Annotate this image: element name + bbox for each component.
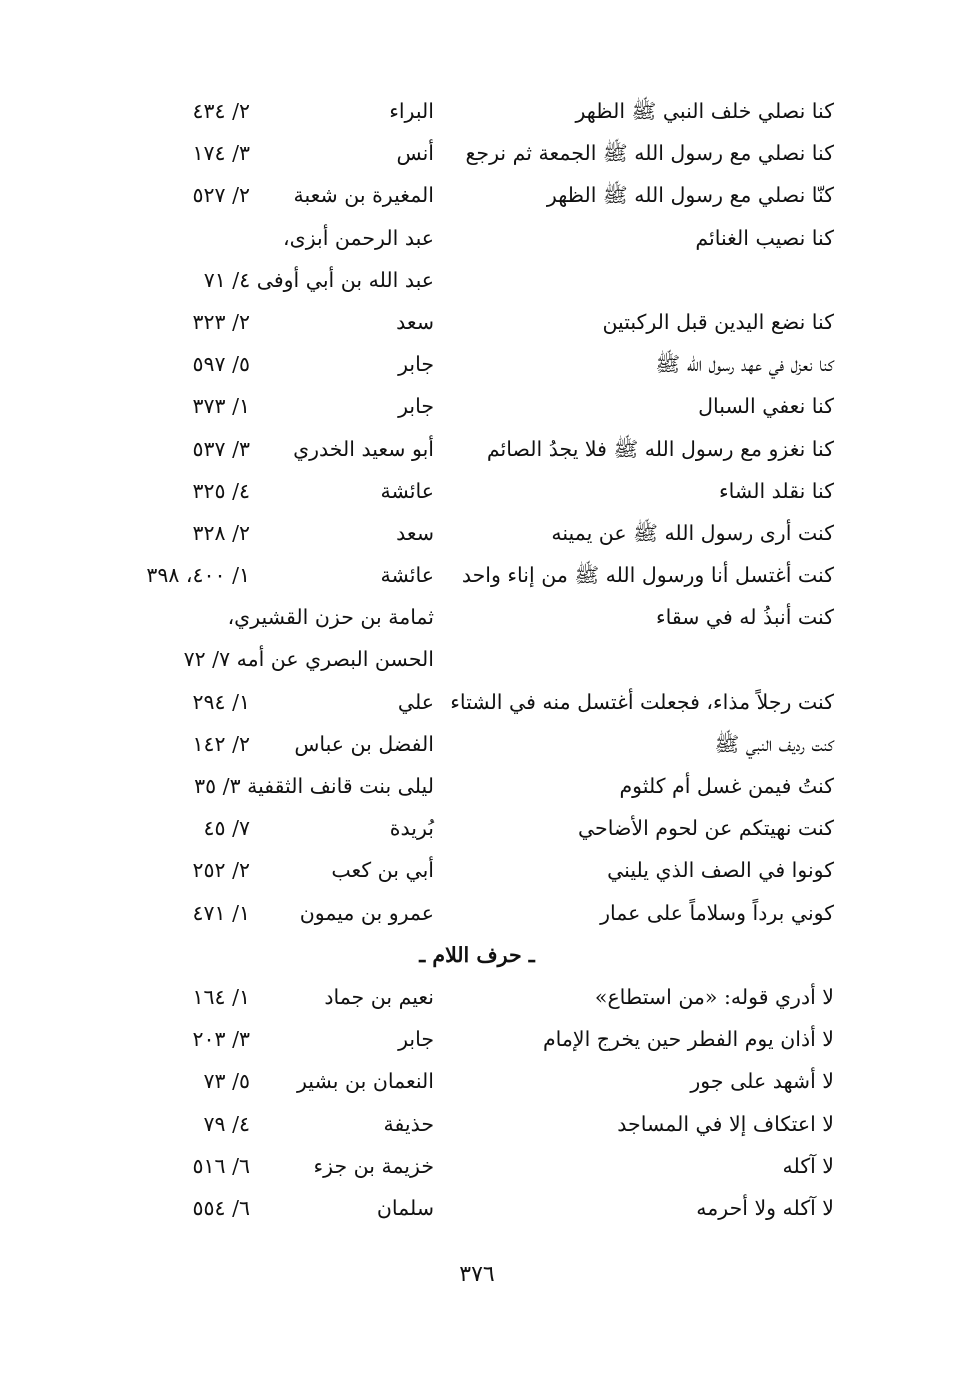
index-entry bbox=[0, 596, 954, 638]
volume-page-reference: ٦/ ٥٥٤ bbox=[192, 1195, 250, 1220]
index-entry bbox=[0, 765, 954, 807]
narrator-name: بُريدة bbox=[389, 816, 434, 841]
hadith-text: كنا نغزو مع رسول الله ﷺ فلا يجدُ الصائم bbox=[486, 436, 834, 461]
index-entry bbox=[0, 132, 954, 174]
volume-page-reference: ٢/ ٥٢٧ bbox=[192, 183, 250, 208]
hadith-text: كنت أغتسل أنا ورسول الله ﷺ من إناء واحد bbox=[461, 563, 834, 588]
index-entry bbox=[0, 90, 954, 132]
page-number: ٣٧٦ bbox=[459, 1262, 495, 1287]
hadith-text: كنا نعفي السبال bbox=[698, 394, 834, 419]
index-entry bbox=[0, 723, 954, 765]
hadith-text: كنا نصلي خلف النبي ﷺ الظهر bbox=[575, 99, 834, 123]
index-entry bbox=[0, 1018, 954, 1060]
hadith-text: لا أذان يوم الفطر حين يخرج الإمام bbox=[542, 1027, 834, 1052]
narrator-name: ليلى بنت قانف الثقفية ٣/ ٣٥ bbox=[194, 774, 434, 798]
index-entry bbox=[0, 976, 954, 1018]
hadith-text: كنا نعزل في عهد رسول الله ﷺ bbox=[655, 352, 834, 377]
hadith-text: كنّا نصلي مع رسول الله ﷺ الظهر bbox=[546, 183, 834, 208]
volume-page-reference: ٢/ ١٤٢ bbox=[192, 731, 250, 756]
narrator-name: سعد bbox=[396, 520, 434, 545]
volume-page-reference: ٢/ ٤٣٤ bbox=[192, 99, 250, 123]
narrator-name: الفضل بن عباس bbox=[294, 731, 434, 756]
volume-page-reference: ٣/ ٢٠٣ bbox=[192, 1027, 250, 1052]
index-entry bbox=[0, 638, 954, 680]
index-entry bbox=[0, 681, 954, 723]
hadith-text: كنت رديف النبي ﷺ bbox=[714, 731, 834, 756]
volume-page-reference: ٣/ ١٧٤ bbox=[192, 141, 250, 166]
hadith-text: كنا نصلي مع رسول الله ﷺ الجمعة ثم نرجع bbox=[465, 141, 834, 166]
index-entry bbox=[0, 849, 954, 891]
index-entry bbox=[0, 301, 954, 343]
index-entry bbox=[0, 217, 954, 259]
index-entry bbox=[0, 259, 954, 301]
volume-page-reference: ١/ ١٦٤ bbox=[192, 984, 250, 1009]
volume-page-reference: ٢/ ٢٥٢ bbox=[192, 858, 250, 883]
narrator-name: عائشة bbox=[380, 563, 434, 588]
hadith-text: كنت نهيتكم عن لحوم الأضاحي bbox=[577, 816, 834, 841]
section-heading: ـ حرف اللام ـ bbox=[419, 942, 535, 967]
narrator-name: حذيفة bbox=[383, 1111, 434, 1136]
volume-page-reference: ٣/ ٥٣٧ bbox=[192, 436, 250, 461]
hadith-text: كنا نصيب الغنائم bbox=[695, 225, 834, 250]
narrator-name: سلمان bbox=[376, 1195, 434, 1220]
index-entry bbox=[0, 470, 954, 512]
narrator-name: المغيرة بن شعبة bbox=[293, 183, 434, 208]
hadith-text: كوني برداً وسلاماً على عمار bbox=[600, 900, 834, 925]
narrator-name: جابر bbox=[398, 352, 434, 377]
narrator-name: عبد الرحمن أبزى، bbox=[283, 225, 434, 250]
narrator-name: أبي بن كعب bbox=[331, 858, 434, 883]
narrator-name: علي bbox=[397, 689, 434, 714]
narrator-name: عمرو بن ميمون bbox=[299, 900, 434, 925]
narrator-name: نعيم بن جماد bbox=[324, 984, 434, 1009]
index-entry bbox=[0, 554, 954, 596]
narrator-name: جابر bbox=[398, 394, 434, 419]
hadith-text: لا أدري قوله: «من استطاع» bbox=[594, 984, 834, 1009]
narrator-name: ثمامة بن حزن القشيري، bbox=[227, 605, 434, 630]
volume-page-reference: ١/ ٤٠٠، ٣٩٨ bbox=[146, 563, 250, 588]
volume-page-reference: ٢/ ٣٢٣ bbox=[192, 309, 250, 334]
narrator-name: النعمان بن بشير bbox=[296, 1069, 434, 1094]
volume-page-reference: ٢/ ٣٢٨ bbox=[192, 520, 250, 545]
hadith-text: لا أشهد على جور bbox=[690, 1069, 834, 1094]
index-entry bbox=[0, 1103, 954, 1145]
index-entry bbox=[0, 1187, 954, 1229]
volume-page-reference: ٤/ ٣٢٥ bbox=[192, 478, 250, 503]
hadith-text: كنا نقلد الشاء bbox=[719, 478, 834, 503]
hadith-text: كنا نضع اليدين قبل الركبتين bbox=[602, 309, 834, 334]
narrator-name: البراء bbox=[389, 99, 434, 123]
index-entry bbox=[0, 174, 954, 216]
hadith-text: كونوا في الصف الذي يليني bbox=[607, 858, 834, 883]
hadith-text: كنتُ فيمن غسل أم كلثوم bbox=[619, 774, 834, 798]
hadith-text: كنت رجلاً مذاء، فجعلت أغتسل منه في الشتاء bbox=[450, 689, 834, 714]
narrator-name: عبد الله بن أبي أوفى ٤/ ٧١ bbox=[203, 267, 434, 292]
volume-page-reference: ٤/ ٧٩ bbox=[203, 1111, 250, 1136]
section-heading-row bbox=[0, 934, 954, 976]
narrator-name: الحسن البصري عن أمه ٧/ ٧٢ bbox=[183, 647, 434, 672]
index-entry bbox=[0, 343, 954, 385]
index-entry bbox=[0, 1060, 954, 1102]
narrator-name: أنس bbox=[396, 141, 434, 166]
index-entry bbox=[0, 1145, 954, 1187]
index-entry bbox=[0, 512, 954, 554]
hadith-text: لا آكله ولا أحرمه bbox=[696, 1195, 834, 1220]
narrator-name: سعد bbox=[396, 309, 434, 334]
narrator-name: أبو سعيد الخدري bbox=[293, 436, 434, 461]
narrator-name: عائشة bbox=[380, 478, 434, 503]
index-entry bbox=[0, 892, 954, 934]
hadith-index-list bbox=[0, 90, 954, 1229]
hadith-text: لا اعتكاف إلا في المساجد bbox=[617, 1111, 834, 1136]
volume-page-reference: ٧/ ٤٥ bbox=[203, 816, 250, 841]
narrator-name: جابر bbox=[398, 1027, 434, 1052]
narrator-name: خزيمة بن جزء bbox=[313, 1153, 434, 1178]
hadith-text: كنت أرى رسول الله ﷺ عن يمينه bbox=[551, 520, 834, 545]
volume-page-reference: ٥/ ٥٩٧ bbox=[192, 352, 250, 377]
index-entry bbox=[0, 385, 954, 427]
index-entry bbox=[0, 807, 954, 849]
volume-page-reference: ١/ ٣٧٣ bbox=[192, 394, 250, 419]
hadith-text: كنت أنبذُ له في سقاء bbox=[655, 605, 834, 630]
volume-page-reference: ٦/ ٥١٦ bbox=[192, 1153, 250, 1178]
volume-page-reference: ١/ ٤٧١ bbox=[192, 900, 250, 925]
index-entry bbox=[0, 428, 954, 470]
volume-page-reference: ١/ ٢٩٤ bbox=[192, 689, 250, 714]
hadith-text: لا آكله bbox=[782, 1153, 834, 1178]
volume-page-reference: ٥/ ٧٣ bbox=[203, 1069, 250, 1094]
